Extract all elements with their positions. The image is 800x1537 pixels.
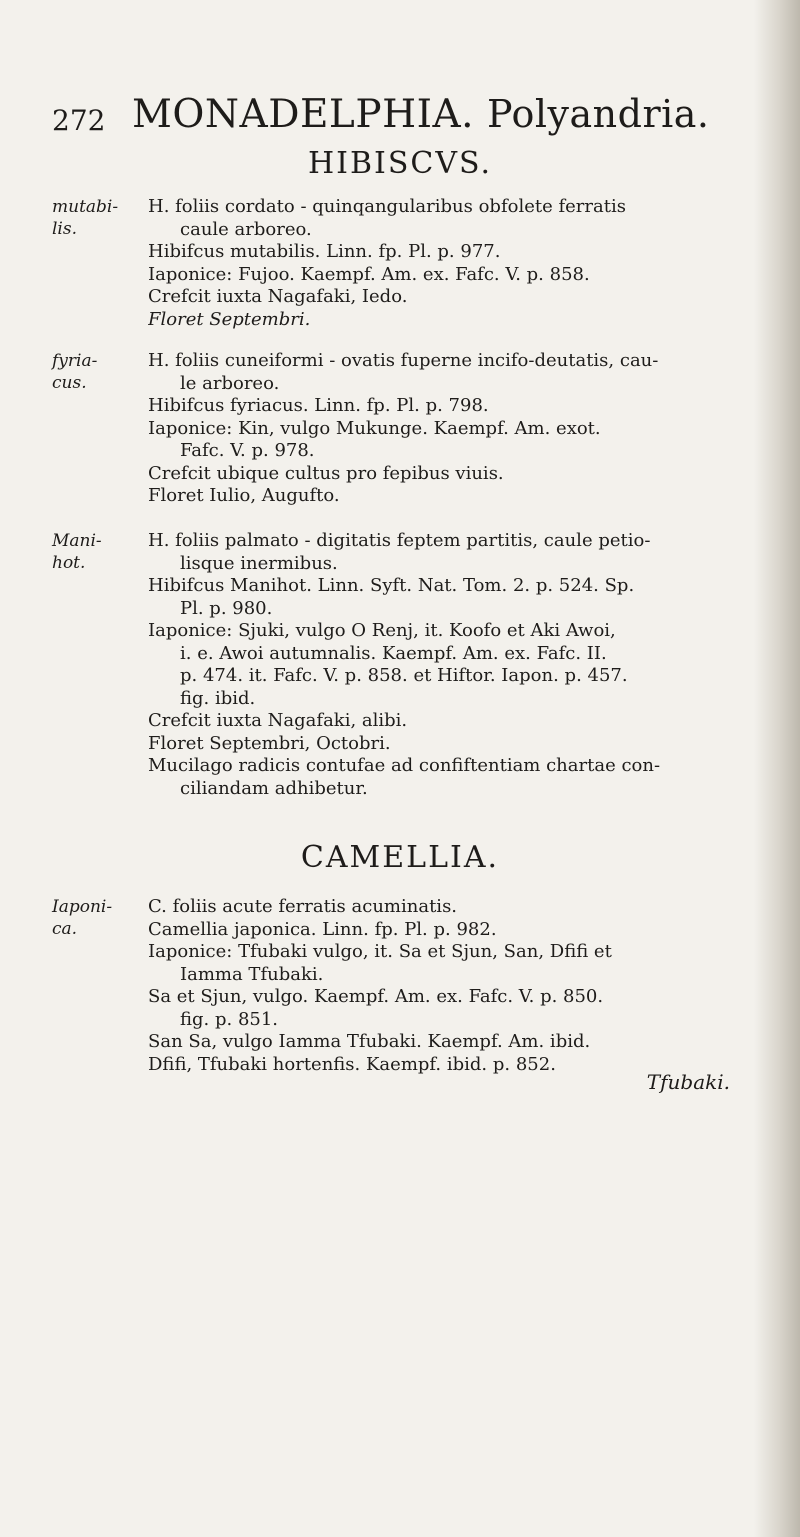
running-title bbox=[132, 92, 710, 137]
citation-line: fig. p. 851. bbox=[180, 1008, 279, 1030]
margin-label: Mani- hot. bbox=[52, 531, 102, 573]
diagnosis-continued: caule arboreo. bbox=[180, 218, 312, 240]
citation-line: Iamma Tfubaki. bbox=[180, 963, 324, 985]
catchword: Tfubaki. bbox=[646, 1070, 730, 1094]
diagnosis: H. foliis palmato - digitatis feptem partitis, caule petio- bbox=[148, 530, 651, 551]
citation-line: Hibifcus mutabilis. Linn. fp. Pl. p. 977. bbox=[148, 241, 501, 262]
citation-line: Iaponice: Fujoo. Kaempf. Am. ex. Fafc. V. p. 858. bbox=[148, 263, 590, 285]
running-title-class: MONADELPHIA. bbox=[132, 92, 475, 137]
citation-line: ciliandam adhibetur. bbox=[180, 777, 368, 799]
citation-line: Pl. p. 980. bbox=[180, 597, 273, 619]
citation-line: fig. ibid. bbox=[180, 687, 256, 709]
citation-line: Iaponice: Sjuki, vulgo O Renj, it. Koofo et Aki Awoi, bbox=[148, 620, 616, 641]
citation-line: Hibifcus Manihot. Linn. Syft. Nat. Tom. 2. p. 524. Sp. bbox=[148, 575, 635, 596]
citation-line: Dfifi, Tfubaki hortenfis. Kaempf. ibid. p. 852. bbox=[148, 1053, 556, 1075]
entry-body bbox=[148, 530, 762, 800]
diagnosis-continued: lisque inermibus. bbox=[180, 552, 338, 574]
diagnosis-continued: le arboreo. bbox=[180, 372, 280, 394]
entry-body bbox=[148, 196, 762, 331]
page-number: 272 bbox=[52, 104, 106, 137]
genus-title-camellia: CAMELLIA. bbox=[300, 840, 500, 875]
diagnosis: H. foliis cuneiformi - ovatis fuperne incifo-deutatis, cau- bbox=[148, 350, 659, 371]
citation-line: Camellia japonica. Linn. fp. Pl. p. 982. bbox=[148, 918, 497, 940]
citation-line: Floret Septembri, Octobri. bbox=[148, 732, 391, 754]
citation-line: Floret Septembri. bbox=[148, 308, 311, 330]
citation-line: Mucilago radicis contufae ad confiftentiam chartae con- bbox=[148, 755, 661, 776]
citation-line: Crefcit iuxta Nagafaki, alibi. bbox=[148, 710, 408, 731]
margin-label: mutabi- lis. bbox=[52, 197, 119, 239]
citation-line: i. e. Awoi autumnalis. Kaempf. Am. ex. Fafc. II. bbox=[180, 642, 607, 664]
citation-line: Iaponice: Kin, vulgo Mukunge. Kaempf. Am. exot. bbox=[148, 417, 601, 439]
entry-body bbox=[148, 896, 762, 1076]
margin-label: Iaponi- ca. bbox=[52, 897, 113, 939]
citation-line: Sa et Sjun, vulgo. Kaempf. Am. ex. Fafc. V. p. 850. bbox=[148, 986, 604, 1007]
citation-line: p. 474. it. Fafc. V. p. 858. et Hiftor. Iapon. p. 457. bbox=[180, 665, 628, 686]
diagnosis: C. foliis acute ferratis acuminatis. bbox=[148, 896, 458, 917]
citation-line: Crefcit ubique cultus pro fepibus viuis. bbox=[148, 462, 504, 484]
citation-line: Floret Iulio, Augufto. bbox=[148, 485, 340, 506]
citation-line: Iaponice: Tfubaki vulgo, it. Sa et Sjun, San, Dfifi et bbox=[148, 941, 612, 962]
diagnosis: H. foliis cordato - quinqangularibus obfolete ferratis bbox=[148, 196, 626, 217]
citation-line: San Sa, vulgo Iamma Tfubaki. Kaempf. Am. ibid. bbox=[148, 1031, 591, 1052]
citation-line: Hibifcus fyriacus. Linn. fp. Pl. p. 798. bbox=[148, 395, 489, 416]
margin-label: fyria- cus. bbox=[52, 351, 98, 393]
citation-line: Crefcit iuxta Nagafaki, Iedo. bbox=[148, 286, 408, 307]
running-title-order: Polyandria. bbox=[486, 92, 710, 136]
page-header bbox=[52, 92, 740, 142]
entry-body bbox=[148, 350, 762, 508]
genus-title-hibiscus: HIBISCVS. bbox=[307, 146, 493, 181]
citation-line: Fafc. V. p. 978. bbox=[180, 440, 315, 461]
